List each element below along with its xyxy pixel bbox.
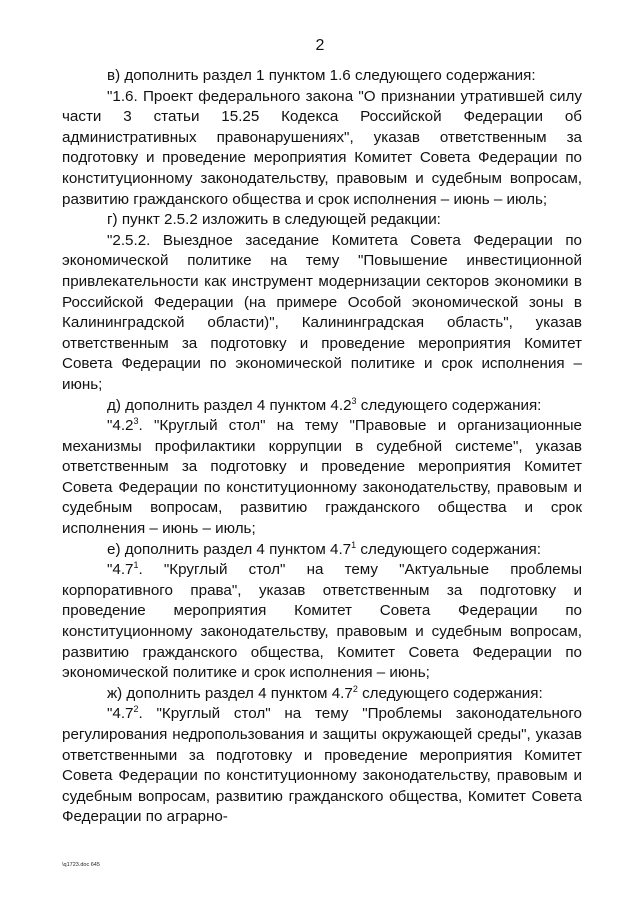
document-footer: \q1723.doc 645 <box>62 862 100 868</box>
paragraph-e: е) дополнить раздел 4 пунктом $4.7^1$ следующего содержания: <box>107 539 541 558</box>
paragraph-2-5-2: "2.5.2. Выездное заседание Комитета Совета Федерации по экономической политике на тему "Повышение инвестиционной привлекательности как инструмент модернизации секторов экономики в Российской Федерации (на примере Особой экономической зоны в Калининградской области)", Калининградская область", указав ответственным за подготовку и проведение мероприятия Комитет Совета Федерации по экономической политике и срок исполнения – июнь; <box>62 231 582 393</box>
paragraph-d: д) дополнить раздел 4 пунктом $4.2^3$ следующего содержания: <box>107 395 542 414</box>
document-body <box>62 66 582 828</box>
paragraph-4-7-2: "$4.7^2$. "Круглый стол" на тему "Проблемы законодательного регулирования недропользования и защиты окружающей среды", указав ответственными за подготовку и проведение мероприятия Комитет Совета Федерации по конституционному законодательству, правовым и судебным вопросам, развитию гражданского общества, Комитет Совета Федерации по аграрно- <box>62 704 582 826</box>
paragraph-1-6: "1.6. Проект федерального закона "О признании утратившей силу части 3 статьи 15.25 Кодекса Российской Федерации об административных правонарушениях", указав ответственным за подготовку и проведение мероприятия Комитет Совета Федерации по конституционному законодательству, правовым и судебным вопросам, развитию гражданского общества и срок исполнения – июнь – июль; <box>62 87 582 208</box>
page-number: 2 <box>315 37 325 54</box>
paragraph-g: г) пункт 2.5.2 изложить в следующей редакции: <box>107 211 441 229</box>
paragraph-4-2-3: "$4.2^3$. "Круглый стол" на тему "Правовые и организационные механизмы профилактики коррупции в судебной системе", указав ответственным за подготовку и проведение мероприятия Комитет Совета Федерации по конституционному законодательству, правовым и судебным вопросам, развитию гражданского общества и срок исполнения – июнь – июль; <box>62 416 582 538</box>
paragraph-zh: ж) дополнить раздел 4 пунктом $4.7^2$ следующего содержания: <box>107 683 543 702</box>
paragraph-v: в) дополнить раздел 1 пунктом 1.6 следующего содержания: <box>107 67 536 84</box>
paragraph-4-7-1: "$4.7^1$. "Круглый стол" на тему "Актуальные проблемы корпоративного права", указав ответственным за подготовку и проведение мероприятия Комитет Совета Федерации по конституционному законодательству, правовым и судебным вопросам, развитию гражданского общества, Комитет Совета Федерации по экономической политике и срок исполнения – июнь; <box>62 560 582 682</box>
